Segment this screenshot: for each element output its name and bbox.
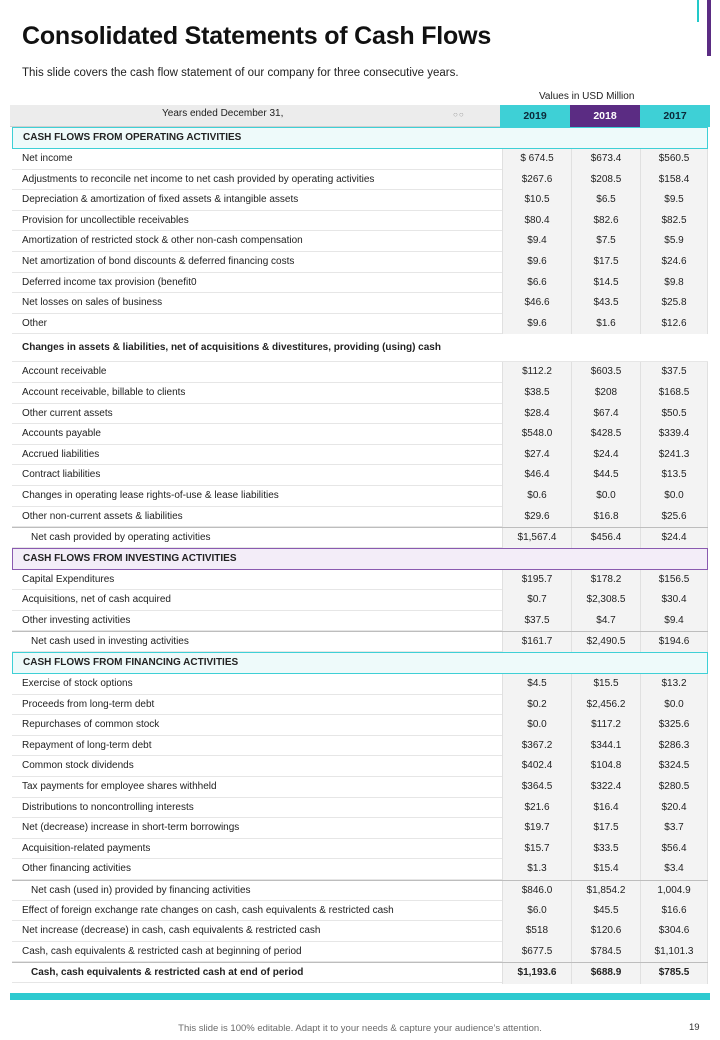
value-cell-2018: $7.5 bbox=[571, 231, 640, 252]
value-cell-2018: $428.5 bbox=[571, 424, 640, 445]
table-row bbox=[12, 942, 708, 963]
table-row bbox=[12, 231, 708, 252]
value-cell-2018: $673.4 bbox=[571, 149, 640, 170]
table-row bbox=[12, 486, 708, 507]
value-cell-2017: $12.6 bbox=[640, 314, 708, 335]
value-cell-2018: $16.8 bbox=[571, 507, 640, 528]
row-label: Amortization of restricted stock & other non-cash compensation bbox=[22, 235, 303, 247]
section-heading-text: CASH FLOWS FROM FINANCING ACTIVITIES bbox=[23, 657, 239, 669]
row-label: Proceeds from long-term debt bbox=[22, 698, 155, 710]
bottom-accent-bar bbox=[10, 993, 710, 1000]
value-cell-2018: $2,490.5 bbox=[571, 632, 640, 653]
row-label: Net (decrease) increase in short-term borrowings bbox=[22, 822, 240, 834]
table-row bbox=[12, 859, 708, 880]
table-row bbox=[12, 149, 708, 170]
row-label: Provision for uncollectible receivables bbox=[22, 214, 189, 226]
table-row bbox=[12, 252, 708, 273]
value-cell-2017: $56.4 bbox=[640, 839, 708, 860]
cash-flow-table bbox=[12, 127, 708, 983]
table-row bbox=[12, 674, 708, 695]
value-cell-2017: $5.9 bbox=[640, 231, 708, 252]
financing-subtotal bbox=[12, 880, 708, 901]
value-cell-2017: $325.6 bbox=[640, 715, 708, 736]
value-cell-2018: $2,308.5 bbox=[571, 590, 640, 611]
total-row bbox=[12, 962, 708, 983]
section-operating-heading bbox=[12, 127, 708, 149]
row-label: Cash, cash equivalents & restricted cash at beginning of period bbox=[22, 945, 302, 957]
value-cell-2017: $280.5 bbox=[640, 777, 708, 798]
value-cell-2017: 1,004.9 bbox=[640, 881, 708, 902]
table-row bbox=[12, 424, 708, 445]
value-cell-2017: $9.5 bbox=[640, 190, 708, 211]
value-cell-2019: $6.0 bbox=[502, 901, 571, 922]
row-label: Contract liabilities bbox=[22, 469, 101, 481]
row-label: Exercise of stock options bbox=[22, 678, 133, 690]
section-financing-heading bbox=[12, 652, 708, 674]
value-cell-2018: $67.4 bbox=[571, 404, 640, 425]
value-cell-2019: $19.7 bbox=[502, 818, 571, 839]
changes-subheading bbox=[12, 334, 708, 362]
table-row bbox=[12, 777, 708, 798]
value-cell-2018: $0.0 bbox=[571, 486, 640, 507]
row-label: Other non-current assets & liabilities bbox=[22, 510, 183, 522]
row-label: Other financing activities bbox=[22, 863, 131, 875]
value-cell-2018: $45.5 bbox=[571, 901, 640, 922]
value-cell-2017: $194.6 bbox=[640, 632, 708, 653]
value-cell-2018: $44.5 bbox=[571, 465, 640, 486]
value-cell-2017: $241.3 bbox=[640, 445, 708, 466]
table-row bbox=[12, 404, 708, 425]
value-cell-2017: $82.5 bbox=[640, 211, 708, 232]
top-accent-teal bbox=[697, 0, 699, 22]
subtotal-row bbox=[12, 631, 708, 652]
value-cell-2017: $785.5 bbox=[640, 963, 708, 984]
value-cell-2019: $364.5 bbox=[502, 777, 571, 798]
value-cell-2017: $3.4 bbox=[640, 859, 708, 880]
value-cell-2017: $168.5 bbox=[640, 383, 708, 404]
value-cell-2018: $4.7 bbox=[571, 611, 640, 632]
row-label: Capital Expenditures bbox=[22, 573, 115, 585]
value-cell-2017: $158.4 bbox=[640, 170, 708, 191]
value-cell-2017: $3.7 bbox=[640, 818, 708, 839]
value-cell-2018: $456.4 bbox=[571, 528, 640, 549]
ending-cash-total bbox=[12, 962, 708, 983]
value-cell-2018: $17.5 bbox=[571, 818, 640, 839]
row-label: Account receivable bbox=[22, 366, 107, 378]
row-label: Net cash provided by operating activities bbox=[31, 532, 211, 544]
value-cell-2019: $548.0 bbox=[502, 424, 571, 445]
operating-subtotal bbox=[12, 527, 708, 548]
value-cell-2018: $344.1 bbox=[571, 736, 640, 757]
financing-rows bbox=[12, 674, 708, 880]
value-cell-2019: $28.4 bbox=[502, 404, 571, 425]
row-label: Changes in operating lease rights-of-use & lease liabilities bbox=[22, 489, 279, 501]
year-column-2017: 2017 bbox=[640, 105, 710, 127]
row-label: Distributions to noncontrolling interests bbox=[22, 801, 194, 813]
years-ended-text: Years ended December 31, bbox=[162, 108, 284, 119]
value-cell-2019: $9.6 bbox=[502, 314, 571, 335]
value-cell-2018: $15.5 bbox=[571, 674, 640, 695]
value-cell-2019: $367.2 bbox=[502, 736, 571, 757]
page-subtitle: This slide covers the cash flow statement of our company for three consecutive years. bbox=[22, 67, 459, 79]
value-cell-2017: $13.2 bbox=[640, 674, 708, 695]
page-number: 19 bbox=[689, 1022, 700, 1033]
value-cell-2019: $0.0 bbox=[502, 715, 571, 736]
value-cell-2017: $304.6 bbox=[640, 921, 708, 942]
value-cell-2017: $30.4 bbox=[640, 590, 708, 611]
value-cell-2018: $208.5 bbox=[571, 170, 640, 191]
value-cell-2018: $16.4 bbox=[571, 798, 640, 819]
value-cell-2018: $17.5 bbox=[571, 252, 640, 273]
value-cell-2019: $46.4 bbox=[502, 465, 571, 486]
value-cell-2019: $4.5 bbox=[502, 674, 571, 695]
value-cell-2017: $16.6 bbox=[640, 901, 708, 922]
table-row bbox=[12, 695, 708, 716]
value-cell-2017: $1,101.3 bbox=[640, 942, 708, 963]
changes-rows bbox=[12, 362, 708, 527]
row-label: Net cash used in investing activities bbox=[31, 636, 189, 648]
value-cell-2019: $80.4 bbox=[502, 211, 571, 232]
value-cell-2018: $82.6 bbox=[571, 211, 640, 232]
value-cell-2018: $117.2 bbox=[571, 715, 640, 736]
table-row bbox=[12, 211, 708, 232]
value-cell-2017: $37.5 bbox=[640, 362, 708, 383]
page-title: Consolidated Statements of Cash Flows bbox=[22, 22, 492, 50]
value-cell-2017: $0.0 bbox=[640, 695, 708, 716]
value-cell-2019: $195.7 bbox=[502, 570, 571, 591]
row-label: Repurchases of common stock bbox=[22, 719, 160, 731]
value-cell-2019: $1,567.4 bbox=[502, 528, 571, 549]
row-label: Acquisition-related payments bbox=[22, 842, 151, 854]
value-cell-2019: $10.5 bbox=[502, 190, 571, 211]
row-label: Cash, cash equivalents & restricted cash at end of period bbox=[31, 967, 304, 979]
table-row bbox=[12, 839, 708, 860]
table-row bbox=[12, 190, 708, 211]
table-row bbox=[12, 901, 708, 922]
table-row bbox=[12, 170, 708, 191]
investing-subtotal bbox=[12, 631, 708, 652]
value-cell-2019: $21.6 bbox=[502, 798, 571, 819]
value-cell-2018: $14.5 bbox=[571, 273, 640, 294]
value-cell-2019: $ 674.5 bbox=[502, 149, 571, 170]
value-cell-2018: $120.6 bbox=[571, 921, 640, 942]
row-label: Net cash (used in) provided by financing activities bbox=[31, 885, 251, 896]
row-label: Acquisitions, net of cash acquired bbox=[22, 594, 171, 606]
row-label: Net losses on sales of business bbox=[22, 297, 163, 309]
value-cell-2019: $38.5 bbox=[502, 383, 571, 404]
years-ended-label bbox=[10, 105, 500, 127]
value-cell-2017: $50.5 bbox=[640, 404, 708, 425]
decorative-dots-icon: ○○ bbox=[453, 110, 465, 119]
value-cell-2019: $518 bbox=[502, 921, 571, 942]
row-label: Depreciation & amortization of fixed assets & intangible assets bbox=[22, 194, 299, 206]
value-cell-2019: $37.5 bbox=[502, 611, 571, 632]
value-cell-2019: $1.3 bbox=[502, 859, 571, 880]
row-label: Account receivable, billable to clients bbox=[22, 386, 186, 398]
subtotal-row bbox=[12, 527, 708, 548]
value-cell-2017: $324.5 bbox=[640, 756, 708, 777]
table-row bbox=[12, 293, 708, 314]
row-label: Common stock dividends bbox=[22, 760, 134, 772]
row-label: Effect of foreign exchange rate changes on cash, cash equivalents & restricted cash bbox=[22, 904, 394, 916]
table-row bbox=[12, 314, 708, 335]
section-investing-heading bbox=[12, 548, 708, 570]
table-row bbox=[12, 445, 708, 466]
value-cell-2018: $15.4 bbox=[571, 859, 640, 880]
table-row bbox=[12, 736, 708, 757]
table-row bbox=[12, 715, 708, 736]
value-cell-2017: $286.3 bbox=[640, 736, 708, 757]
value-cell-2019: $0.7 bbox=[502, 590, 571, 611]
year-column-2019: 2019 bbox=[500, 105, 570, 127]
value-cell-2017: $9.8 bbox=[640, 273, 708, 294]
value-cell-2019: $9.6 bbox=[502, 252, 571, 273]
value-cell-2019: $29.6 bbox=[502, 507, 571, 528]
table-row bbox=[12, 921, 708, 942]
value-cell-2019: $0.6 bbox=[502, 486, 571, 507]
value-cell-2017: $24.4 bbox=[640, 528, 708, 549]
subtotal-row bbox=[12, 880, 708, 901]
value-cell-2019: $402.4 bbox=[502, 756, 571, 777]
value-cell-2017: $9.4 bbox=[640, 611, 708, 632]
table-row bbox=[12, 383, 708, 404]
value-cell-2017: $560.5 bbox=[640, 149, 708, 170]
value-cell-2017: $156.5 bbox=[640, 570, 708, 591]
value-cell-2017: $0.0 bbox=[640, 486, 708, 507]
value-cell-2018: $1.6 bbox=[571, 314, 640, 335]
table-row bbox=[12, 590, 708, 611]
value-cell-2018: $104.8 bbox=[571, 756, 640, 777]
value-cell-2018: $322.4 bbox=[571, 777, 640, 798]
footer-note: This slide is 100% editable. Adapt it to your needs & capture your audience’s attention. bbox=[178, 1023, 542, 1034]
table-row bbox=[12, 756, 708, 777]
value-cell-2018: $688.9 bbox=[571, 963, 640, 984]
top-accent-purple bbox=[707, 0, 711, 56]
value-cell-2019: $6.6 bbox=[502, 273, 571, 294]
row-label: Other bbox=[22, 317, 48, 329]
value-cell-2019: $267.6 bbox=[502, 170, 571, 191]
value-cell-2018: $33.5 bbox=[571, 839, 640, 860]
table-row bbox=[12, 507, 708, 528]
table-header bbox=[10, 105, 710, 127]
operating-rows bbox=[12, 149, 708, 334]
value-cell-2019: $46.6 bbox=[502, 293, 571, 314]
value-cell-2019: $846.0 bbox=[502, 881, 571, 902]
row-label: Deferred income tax provision (benefit0 bbox=[22, 276, 197, 288]
table-row bbox=[12, 273, 708, 294]
value-cell-2017: $20.4 bbox=[640, 798, 708, 819]
value-cell-2017: $339.4 bbox=[640, 424, 708, 445]
investing-rows bbox=[12, 570, 708, 632]
summary-rows bbox=[12, 901, 708, 963]
value-cell-2019: $0.2 bbox=[502, 695, 571, 716]
value-cell-2018: $24.4 bbox=[571, 445, 640, 466]
values-unit-label: Values in USD Million bbox=[539, 91, 635, 102]
value-cell-2019: $15.7 bbox=[502, 839, 571, 860]
value-cell-2018: $43.5 bbox=[571, 293, 640, 314]
value-cell-2018: $208 bbox=[571, 383, 640, 404]
section-heading-text: CASH FLOWS FROM INVESTING ACTIVITIES bbox=[23, 552, 237, 564]
table-row bbox=[12, 362, 708, 383]
row-label: Other current assets bbox=[22, 407, 113, 419]
value-cell-2018: $603.5 bbox=[571, 362, 640, 383]
value-cell-2018: $6.5 bbox=[571, 190, 640, 211]
row-label: Adjustments to reconcile net income to net cash provided by operating activities bbox=[22, 173, 375, 185]
subheading-text: Changes in assets & liabilities, net of acquisitions & divestitures, providing (using) cash bbox=[22, 342, 441, 354]
value-cell-2019: $1,193.6 bbox=[502, 963, 571, 984]
value-cell-2017: $24.6 bbox=[640, 252, 708, 273]
table-row bbox=[12, 570, 708, 591]
value-cell-2017: $13.5 bbox=[640, 465, 708, 486]
row-label: Net income bbox=[22, 153, 73, 164]
row-label: Other investing activities bbox=[22, 614, 131, 626]
table-row bbox=[12, 798, 708, 819]
table-row bbox=[12, 465, 708, 486]
row-label: Tax payments for employee shares withheld bbox=[22, 781, 217, 793]
year-column-2018: 2018 bbox=[570, 105, 640, 127]
value-cell-2018: $2,456.2 bbox=[571, 695, 640, 716]
value-cell-2019: $27.4 bbox=[502, 445, 571, 466]
value-cell-2018: $784.5 bbox=[571, 942, 640, 963]
section-heading-text: CASH FLOWS FROM OPERATING ACTIVITIES bbox=[23, 132, 242, 143]
row-label: Accrued liabilities bbox=[22, 448, 100, 460]
value-cell-2017: $25.8 bbox=[640, 293, 708, 314]
value-cell-2018: $178.2 bbox=[571, 570, 640, 591]
row-label: Net amortization of bond discounts & deferred financing costs bbox=[22, 255, 295, 267]
row-label: Accounts payable bbox=[22, 428, 101, 440]
row-label: Repayment of long-term debt bbox=[22, 739, 152, 751]
table-row bbox=[12, 818, 708, 839]
value-cell-2018: $1,854.2 bbox=[571, 881, 640, 902]
value-cell-2019: $161.7 bbox=[502, 632, 571, 653]
value-cell-2017: $25.6 bbox=[640, 507, 708, 528]
row-label: Net increase (decrease) in cash, cash equivalents & restricted cash bbox=[22, 925, 321, 937]
value-cell-2019: $677.5 bbox=[502, 942, 571, 963]
value-cell-2019: $9.4 bbox=[502, 231, 571, 252]
value-cell-2019: $112.2 bbox=[502, 362, 571, 383]
table-row bbox=[12, 611, 708, 632]
